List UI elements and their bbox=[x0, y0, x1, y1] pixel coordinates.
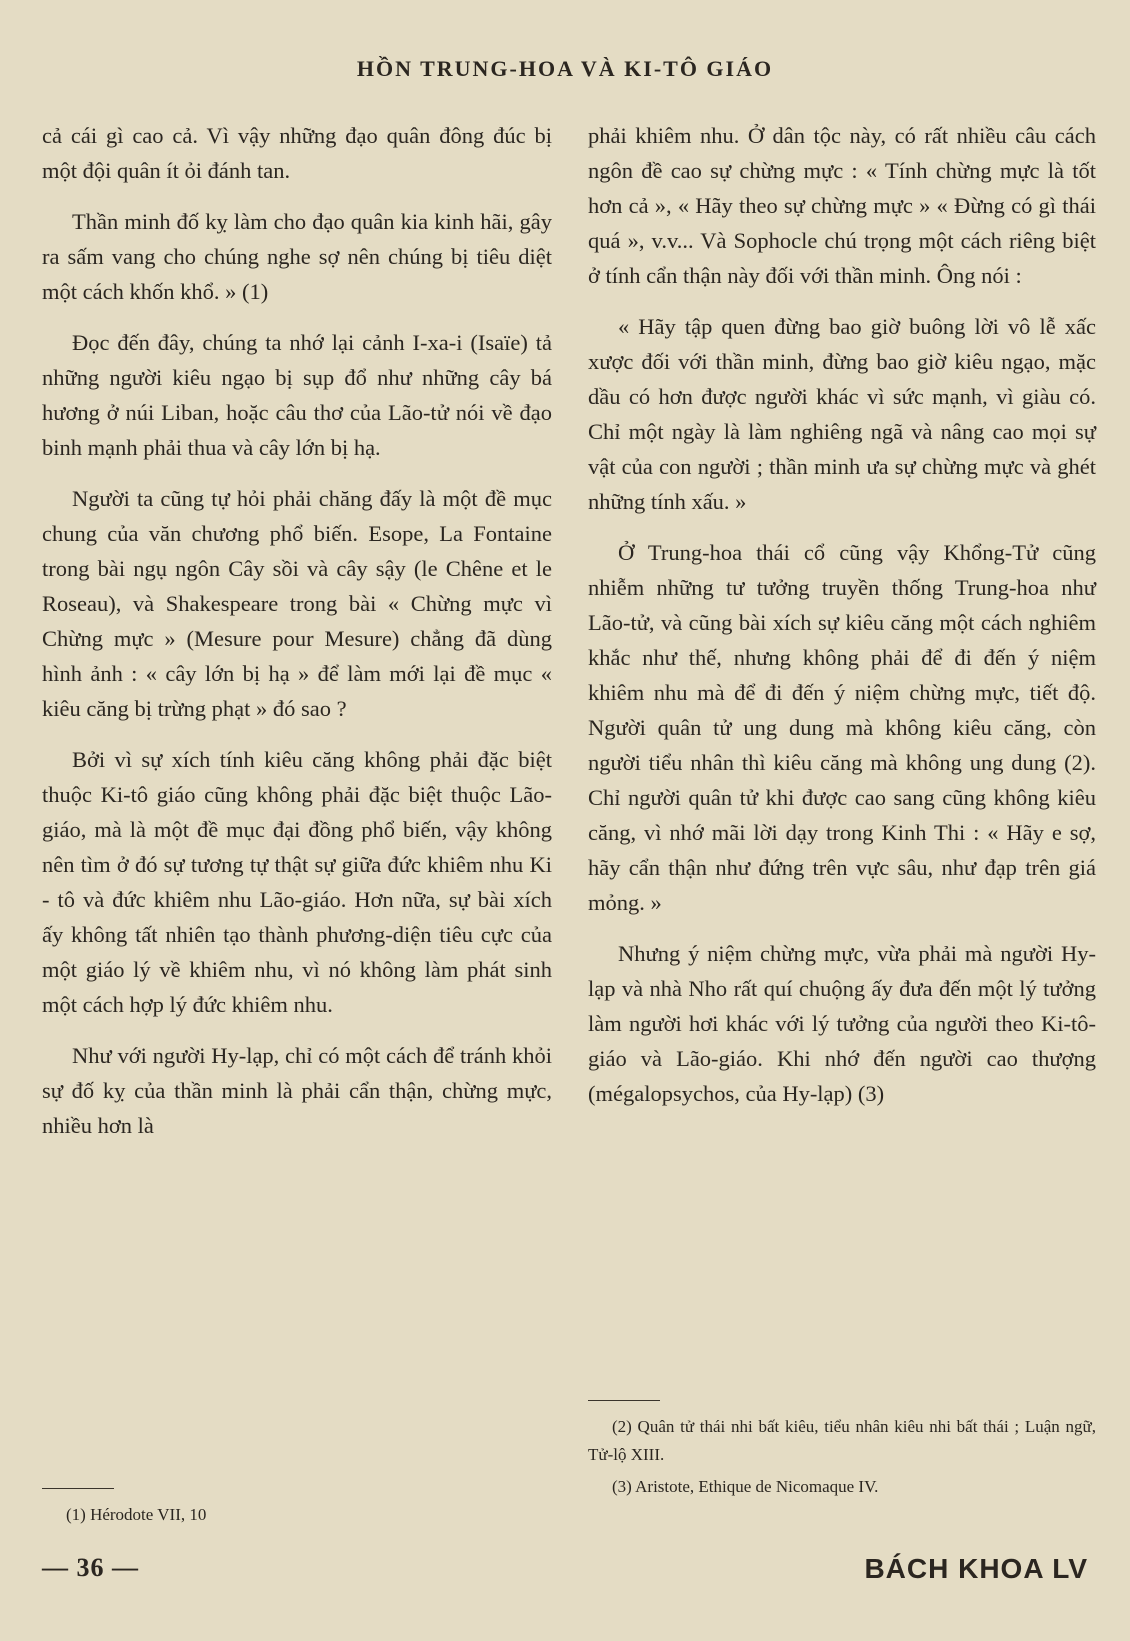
left-footnotes bbox=[42, 1488, 552, 1533]
footnote-2: (2) Quân tử thái nhi bất kiêu, tiểu nhân kiêu nhi bất thái ; Luận ngữ, Tử-lộ XIII. bbox=[588, 1417, 1096, 1464]
left-paragraph-4: Người ta cũng tự hỏi phải chăng đấy là một đề mục chung của văn chương phổ biến. Esope, La Fontaine trong bài ngụ ngôn Cây sồi và cây sậy (le Chêne et le Roseau), và Shakespeare trong bài « Chừng mực vì Chừng mực » (Mesure pour Mesure) chẳng đã dùng hình ảnh : « cây lớn bị hạ » để làm mới lại đề mục « kiêu căng bị trừng phạt » đó sao ? bbox=[42, 486, 552, 721]
running-title: HỒN TRUNG-HOA VÀ KI-TÔ GIÁO bbox=[356, 56, 774, 81]
footnote-3: (3) Aristote, Ethique de Nicomaque IV. bbox=[612, 1477, 879, 1496]
magazine-name: BÁCH KHOA LV bbox=[864, 1553, 1088, 1584]
footnote-rule bbox=[42, 1488, 114, 1489]
right-paragraph-3: Ở Trung-hoa thái cổ cũng vậy Khổng-Tử cũng nhiễm những tư tưởng truyền thống Trung-hoa như Lão-tử, và cũng bài xích sự kiêu căng một cách nghiêm khắc như thế, nhưng không phải để đi đến ý niệm khiêm nhu mà để đi đến ý niệm chừng mực, tiết độ. Người quân tử ung dung mà không kiêu căng, còn người tiểu nhân thì kiêu căng mà không ung dung (2). Chỉ người quân tử khi được cao sang cũng không kiêu căng, vì nhớ mãi lời dạy trong Kinh Thi : « Hãy e sợ, hãy cẩn thận như đứng trên vực sâu, như đạp trên giá mỏng. » bbox=[588, 540, 1096, 915]
right-paragraph-1: phải khiêm nhu. Ở dân tộc này, có rất nhiều câu cách ngôn đề cao sự chừng mực : « Tính chừng mực là tốt hơn cả », « Hãy theo sự chừng mực » « Đừng có gì thái quá », v.v... Và Sophocle chú trọng một cách riêng biệt ở tính cẩn thận này đối với thần minh. Ông nói : bbox=[588, 123, 1096, 288]
left-paragraph-2: Thần minh đố kỵ làm cho đạo quân kia kinh hãi, gây ra sấm vang cho chúng nghe sợ nên chúng bị tiêu diệt một cách khốn khổ. » (1) bbox=[42, 209, 552, 304]
page-number: — 36 — bbox=[42, 1553, 139, 1582]
footnote-rule bbox=[588, 1400, 660, 1401]
right-column bbox=[588, 118, 1096, 1127]
right-footnotes bbox=[588, 1400, 1096, 1505]
left-paragraph-6: Như với người Hy-lạp, chỉ có một cách để tránh khỏi sự đố kỵ của thần minh là phải cẩn thận, chừng mực, nhiều hơn là bbox=[42, 1043, 552, 1138]
footnote-1: (1) Hérodote VII, 10 bbox=[66, 1505, 207, 1524]
left-paragraph-1: cả cái gì cao cả. Vì vậy những đạo quân đông đúc bị một đội quân ít ỏi đánh tan. bbox=[42, 123, 552, 183]
left-paragraph-3: Đọc đến đây, chúng ta nhớ lại cảnh I-xa-i (Isaïe) tả những người kiêu ngạo bị sụp đổ như những cây bá hương ở núi Liban, hoặc câu thơ của Lão-tử nói về đạo binh mạnh phải thua và cây lớn bị hạ. bbox=[42, 330, 552, 460]
right-paragraph-4: Nhưng ý niệm chừng mực, vừa phải mà người Hy-lạp và nhà Nho rất quí chuộng ấy đưa đến một lý tưởng làm người hơi khác với lý tưởng của người theo Ki-tô-giáo và Lão-giáo. Khi nhớ đến người cao thượng (mégalopsychos, của Hy-lạp) (3) bbox=[588, 941, 1096, 1106]
right-paragraph-2: « Hãy tập quen đừng bao giờ buông lời vô lễ xấc xược đối với thần minh, đừng bao giờ kiêu ngạo, mặc dầu có hơn được người khác vì sức mạnh, vì giàu có. Chỉ một ngày là làm nghiêng ngã và nâng cao mọi sự vật của con người ; thần minh ưa sự chừng mực và ghét những tính xấu. » bbox=[588, 314, 1096, 514]
left-column bbox=[42, 118, 552, 1159]
left-paragraph-5: Bởi vì sự xích tính kiêu căng không phải đặc biệt thuộc Ki-tô giáo cũng không phải đặc biệt thuộc Lão-giáo, mà là một đề mục đại đồng phổ biến, vậy không nên tìm ở đó sự tương tự thật sự giữa đức khiêm nhu Ki - tô và đức khiêm nhu Lão-giáo. Hơn nữa, sự bài xích ấy không tất nhiên tạo thành phương-diện tiêu cực của một giáo lý về khiêm nhu, vì nó không làm phát sinh một cách hợp lý đức khiêm nhu. bbox=[42, 747, 552, 1017]
